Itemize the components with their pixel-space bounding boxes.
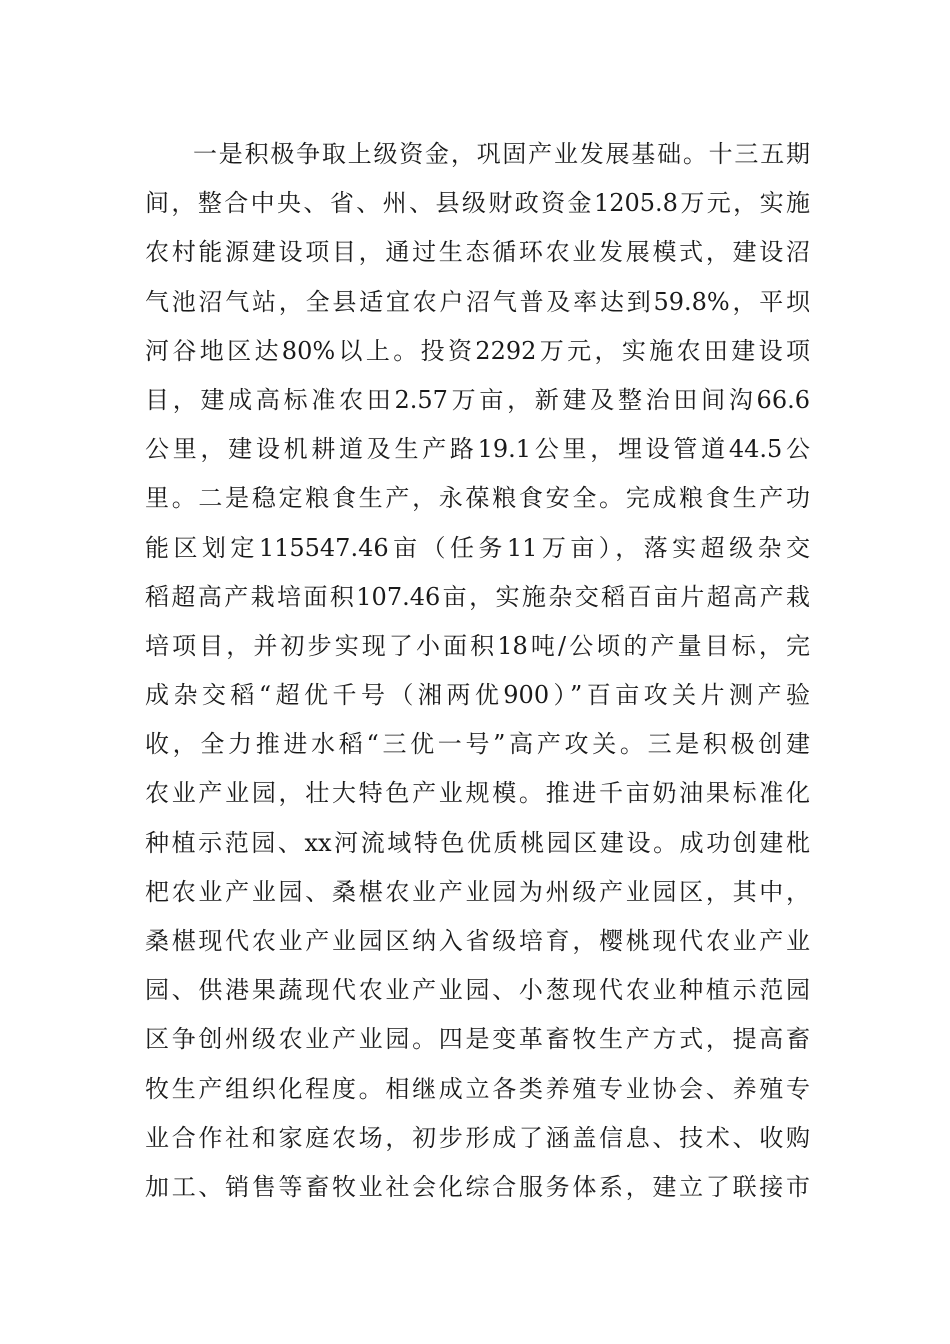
- text-line-4: 气池沼气站，全县适宜农户沼气普及率达到59.8%，平坝: [145, 287, 810, 316]
- text-line-19: 区争创州级农业产业园。四是变革畜牧生产方式，提高畜: [145, 1025, 810, 1054]
- text-line-21: 业合作社和家庭农场，初步形成了涵盖信息、技术、收购: [145, 1123, 810, 1152]
- text-line-11: 培项目，并初步实现了小面积18吨/公顷的产量目标，完: [145, 631, 810, 660]
- text-line-1: 一是积极争取上级资金，巩固产业发展基础。十三五期: [193, 140, 810, 168]
- text-line-9: 能区划定115547.46亩（任务11万亩），落实超级杂交: [145, 533, 810, 562]
- text-line-16: 杷农业产业园、桑椹农业产业园为州级产业园区，其中，: [145, 877, 810, 906]
- text-line-7: 公里，建设机耕道及生产路19.1公里，埋设管道44.5公: [145, 435, 810, 464]
- text-line-22: 加工、销售等畜牧业社会化综合服务体系，建立了联接市: [145, 1172, 810, 1201]
- text-line-20: 牧生产组织化程度。相继成立各类养殖专业协会、养殖专: [145, 1074, 810, 1103]
- text-line-6: 目，建成高标准农田2.57万亩，新建及整治田间沟66.6: [145, 385, 810, 414]
- text-line-5: 河谷地区达80%以上。投资2292万元，实施农田建设项: [145, 336, 810, 365]
- text-line-15: 种植示范园、xx河流域特色优质桃园区建设。成功创建枇: [145, 828, 810, 857]
- text-line-12: 成杂交稻“超优千号（湘两优900）”百亩攻关片测产验: [145, 681, 810, 710]
- body-paragraph: [145, 130, 810, 1212]
- text-line-18: 园、供港果蔬现代农业产业园、小葱现代农业种植示范园: [145, 976, 810, 1005]
- text-line-2: 间，整合中央、省、州、县级财政资金1205.8万元，实施: [145, 189, 810, 218]
- text-line-10: 稻超高产栽培面积107.46亩，实施杂交稻百亩片超高产栽: [145, 582, 810, 611]
- text-line-3: 农村能源建设项目，通过生态循环农业发展模式，建设沼: [145, 238, 810, 267]
- text-line-8: 里。二是稳定粮食生产，永葆粮食安全。完成粮食生产功: [145, 484, 810, 513]
- text-line-17: 桑椹现代农业产业园区纳入省级培育，樱桃现代农业产业: [145, 927, 810, 955]
- text-line-13: 收，全力推进水稻“三优一号”高产攻关。三是积极创建: [145, 730, 810, 759]
- text-line-14: 农业产业园，壮大特色产业规模。推进千亩奶油果标准化: [145, 779, 810, 808]
